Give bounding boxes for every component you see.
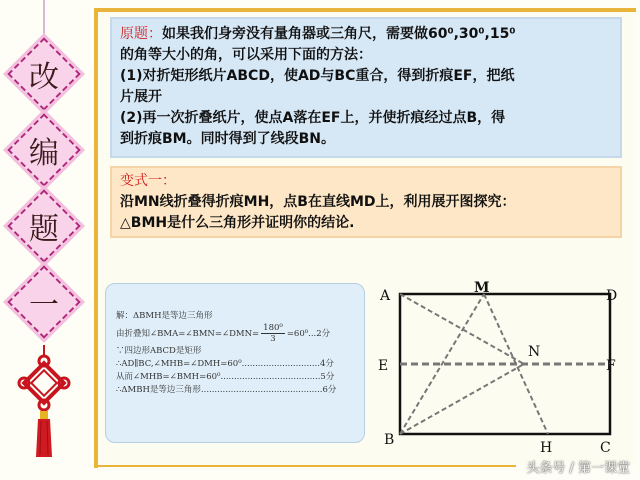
solution-line-3: ∵四边形ABCD是矩形 xyxy=(116,346,202,356)
geometry-figure xyxy=(372,278,634,460)
label-e: E xyxy=(378,358,389,374)
segment-bn xyxy=(400,364,524,434)
question-line-5: (2)再一次折叠纸片，使点A落在EF上，并使折痕经过点B，得 xyxy=(120,110,506,126)
solution-line-5: 从而∠MHB=∠BMH=60⁰.....................................5分 xyxy=(116,372,335,382)
question-line-6: 到折痕BM。同时得到了线段BN。 xyxy=(120,131,335,147)
original-question-box xyxy=(110,17,622,158)
label-n: N xyxy=(528,344,541,360)
fraction xyxy=(261,323,285,344)
label-m: M xyxy=(474,280,490,296)
solution-box xyxy=(105,283,365,443)
variant-box xyxy=(110,166,622,238)
solution-line-2-suffix: =60⁰...2分 xyxy=(286,329,331,339)
top-border xyxy=(96,8,636,12)
label-h: H xyxy=(540,440,553,456)
title-char-4: 一 xyxy=(29,288,59,323)
question-line-1: 如果我们身旁没有量角器或三角尺，需要做60⁰,30⁰,15⁰ xyxy=(162,26,516,42)
fraction-numerator: 180⁰ xyxy=(263,323,283,333)
title-char-2: 编 xyxy=(29,136,59,171)
question-line-2: 的角等大小的角，可以采用下面的方法： xyxy=(120,47,372,63)
label-f: F xyxy=(606,358,616,374)
solution-line-1: 解：ΔBMH是等边三角形 xyxy=(116,311,213,321)
question-line-3: (1)对折矩形纸片ABCD，使AD与BC重合，得到折痕EF，把纸 xyxy=(120,68,515,84)
label-c: C xyxy=(600,440,611,456)
solution-line-2-prefix: 由折叠知∠BMA=∠BMN=∠DMN= xyxy=(116,329,260,339)
title-diamond-4 xyxy=(8,266,80,338)
label-b: B xyxy=(384,432,395,448)
watermark: 头条号 / 第一课堂 xyxy=(526,461,630,476)
solution-line-4: ∴AD∥BC,∠MHB=∠DMH=60⁰.............................4分 xyxy=(116,359,334,369)
solution-line-6: ∴ΔMBH是等边三角形.............................................6分 xyxy=(116,385,337,395)
title-char-3: 题 xyxy=(29,212,59,247)
variant-label: 变式一： xyxy=(120,173,176,189)
bottom-border xyxy=(96,465,516,467)
fraction-denominator: 3 xyxy=(270,334,276,344)
question-label: 原题： xyxy=(120,26,162,42)
title-char-1: 改 xyxy=(29,60,59,95)
label-d: D xyxy=(606,288,618,304)
chinese-knot-icon xyxy=(14,345,74,460)
title-diamond-1 xyxy=(8,38,80,110)
title-diamond-2 xyxy=(8,114,80,186)
label-a: A xyxy=(380,288,391,304)
title-diamond-3 xyxy=(8,190,80,262)
left-border xyxy=(94,8,98,468)
question-line-4: 片展开 xyxy=(120,89,162,105)
sidebar xyxy=(0,0,90,480)
solution-line-2 xyxy=(116,323,356,345)
variant-line-2: △BMH是什么三角形并证明你的结论. xyxy=(120,215,355,231)
variant-line-1: 沿MN线折叠得折痕MH，点B在直线MD上，利用展开图探究： xyxy=(120,194,516,210)
